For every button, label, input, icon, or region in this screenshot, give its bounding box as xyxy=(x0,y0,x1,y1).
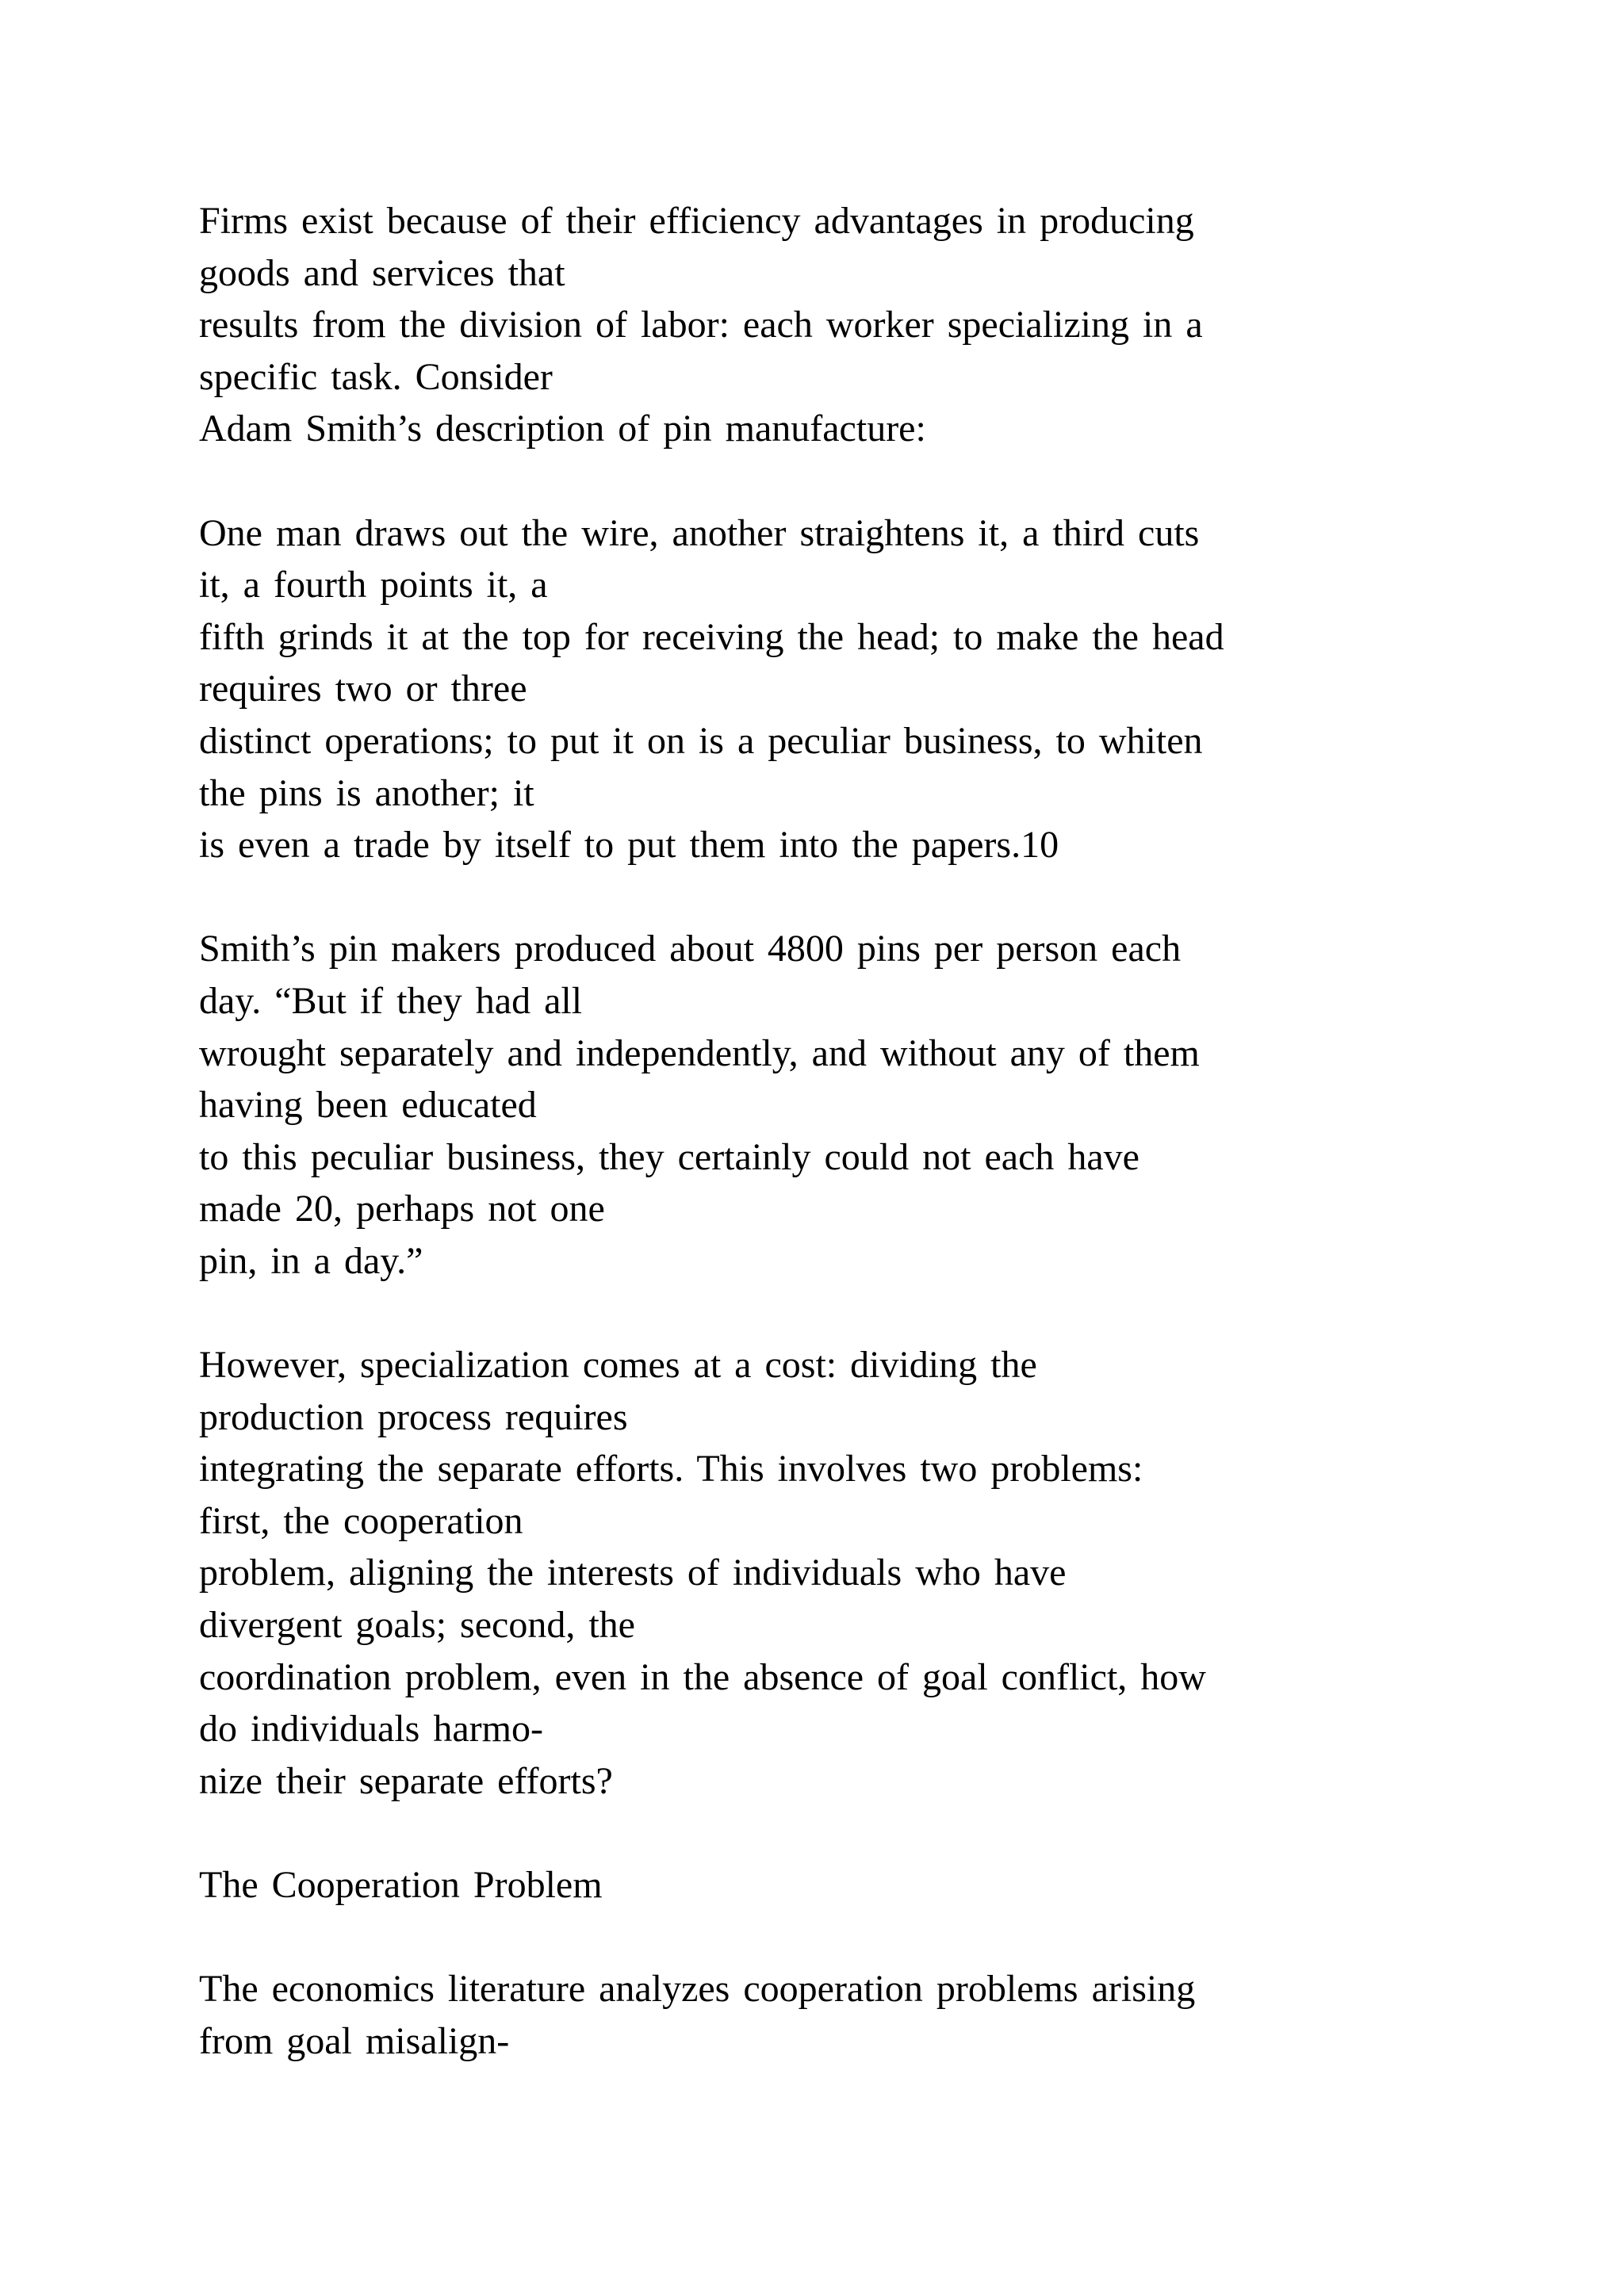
text-line: is even a trade by itself to put them into the papers.10 xyxy=(199,824,1059,867)
paragraph-pin-makers xyxy=(199,923,1500,1287)
paragraph-gap xyxy=(199,1911,1500,1964)
paragraph-pin-quote xyxy=(199,507,1500,871)
text-line: wrought separately and independently, and without any of them xyxy=(199,1031,1200,1074)
paragraph-intro xyxy=(199,195,1500,455)
paragraph-gap xyxy=(199,1287,1500,1339)
paragraph-gap xyxy=(199,1807,1500,1859)
text-line: having been educated xyxy=(199,1084,537,1127)
text-line: from goal misalign- xyxy=(199,2019,510,2062)
text-line: Adam Smith’s description of pin manufacture: xyxy=(199,408,926,450)
text-line: goods and services that xyxy=(199,251,565,294)
text-line: Smith’s pin makers produced about 4800 pins per person each xyxy=(199,928,1182,970)
text-line: problem, aligning the interests of individuals who have xyxy=(199,1552,1067,1594)
section-heading-text: The Cooperation Problem xyxy=(199,1864,603,1906)
text-line: made 20, perhaps not one xyxy=(199,1188,605,1230)
text-line: requires two or three xyxy=(199,668,527,710)
text-line: to this peculiar business, they certainly could not each have xyxy=(199,1135,1139,1178)
text-line: integrating the separate efforts. This involves two problems: xyxy=(199,1448,1143,1490)
text-line: However, specialization comes at a cost: dividing the xyxy=(199,1344,1037,1387)
text-line: it, a fourth points it, a xyxy=(199,564,548,607)
paragraph-specialization-cost xyxy=(199,1339,1500,1807)
document-body xyxy=(199,195,1500,2067)
text-line: The economics literature analyzes cooperation problems arising xyxy=(199,1968,1196,2011)
text-line: the pins is another; it xyxy=(199,771,534,814)
text-line: distinct operations; to put it on is a peculiar business, to whiten xyxy=(199,719,1203,762)
text-line: divergent goals; second, the xyxy=(199,1604,635,1647)
text-line: day. “But if they had all xyxy=(199,979,583,1022)
text-line: coordination problem, even in the absence of goal conflict, how xyxy=(199,1655,1206,1698)
text-line: specific task. Consider xyxy=(199,355,553,398)
text-line: One man draws out the wire, another straightens it, a third cuts xyxy=(199,511,1200,554)
section-heading xyxy=(199,1859,1500,1911)
text-line: results from the division of labor: each worker specializing in a xyxy=(199,304,1203,346)
paragraph-economics-literature xyxy=(199,1963,1500,2067)
text-line: Firms exist because of their efficiency advantages in producing xyxy=(199,200,1194,242)
paragraph-gap xyxy=(199,871,1500,924)
text-line: do individuals harmo- xyxy=(199,1708,543,1751)
text-line: production process requires xyxy=(199,1395,628,1438)
text-line: fifth grinds it at the top for receiving the head; to make the head xyxy=(199,615,1224,658)
text-line: nize their separate efforts? xyxy=(199,1759,613,1802)
paragraph-gap xyxy=(199,455,1500,507)
text-line: pin, in a day.” xyxy=(199,1239,423,1282)
text-line: first, the cooperation xyxy=(199,1499,523,1542)
